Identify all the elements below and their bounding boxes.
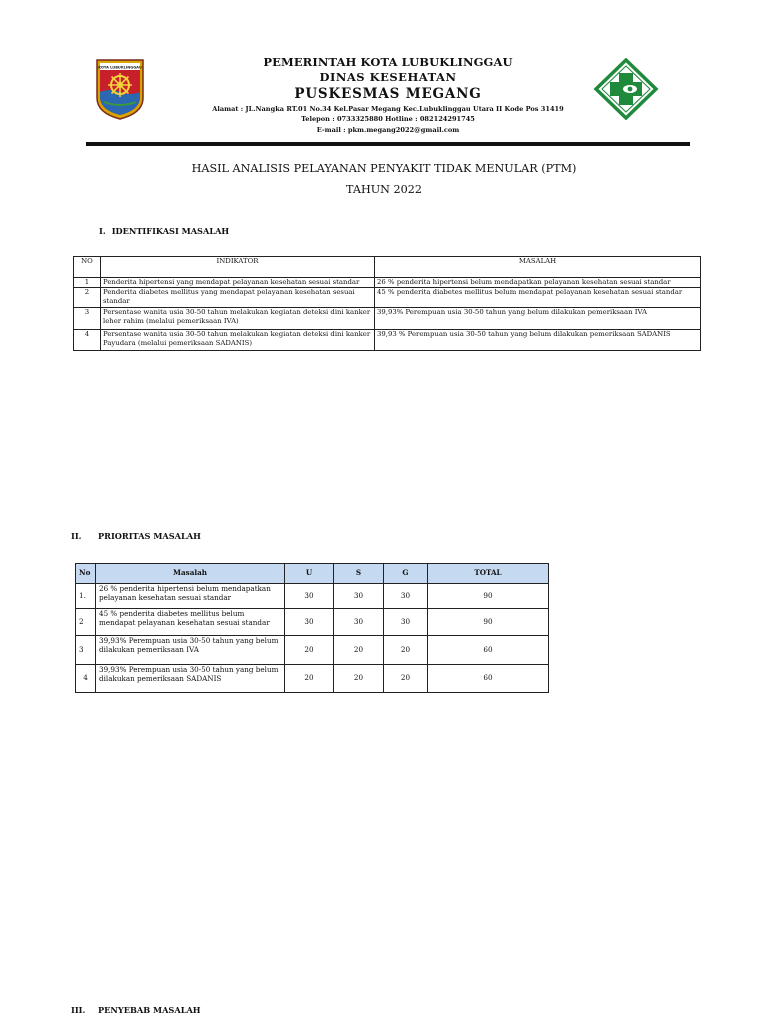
letterhead-department: DINAS KESEHATAN [319,70,457,84]
table-row [76,665,549,693]
column-header-masalah: MASALAH [375,257,701,278]
letterhead-email: E-mail : pkm.megang2022@gmail.com [316,126,460,134]
identification-table [73,256,701,351]
row-problem: 39,93% Perempuan usia 30-50 tahun yang belum dilakukan pemeriksaan IVA [375,308,701,330]
row-number: 1. [76,584,96,609]
table-row [76,609,549,636]
table-row [74,278,701,288]
score-total: 90 [428,584,549,609]
column-header-masalah: Masalah [96,564,285,584]
row-number: 2 [74,288,101,308]
row-problem: 45 % penderita diabetes mellitus belum mendapat pelayanan kesehatan sesuai standar [375,288,701,308]
letterhead-government: PEMERINTAH KOTA LUBUKLINGGAU [263,55,513,69]
score-s: 20 [334,636,384,665]
column-header-g: G [384,564,428,584]
score-total: 60 [428,665,549,693]
table-row [76,584,549,609]
column-header-s: S [334,564,384,584]
section-title: IDENTIFIKASI MASALAH [111,226,230,236]
score-u: 20 [285,665,334,693]
table-row [74,330,701,351]
section-number: II. [71,531,82,541]
score-g: 30 [384,584,428,609]
section-title: PRIORITAS MASALAH [98,531,201,541]
letterhead-address: Alamat : JL.Nangka RT.01 No.34 Kel.Pasar Megang Kec.Lubuklinggau Utara II Kode Pos 31419 [212,105,564,113]
row-number: 1 [74,278,101,288]
document-title: HASIL ANALISIS PELAYANAN PENYAKIT TIDAK MENULAR (PTM) [191,162,577,175]
section-heading-priority [71,531,201,541]
table-row [74,288,701,308]
row-problem: 39,93% Perempuan usia 30-50 tahun yang belum dilakukan pemeriksaan SADANIS [96,665,285,693]
row-indicator: Persentase wanita usia 30-50 tahun melakukan kegiatan deteksi dini kanker Payudara (melalui pemeriksaan SADANIS) [101,330,375,351]
row-indicator: Persentase wanita usia 30-50 tahun melakukan kegiatan deteksi dini kanker leher rahim (melalui pemeriksaan IVA) [101,308,375,330]
row-number: 3 [74,308,101,330]
row-problem: 26 % penderita hipertensi belum mendapatkan pelayanan kesehatan sesuai standar [375,278,701,288]
row-indicator: Penderita hipertensi yang mendapat pelayanan kesehatan sesuai standar [101,278,375,288]
puskesmas-logo [592,58,660,120]
score-u: 30 [285,584,334,609]
letterhead-phone: Telepon : 0733325880 Hotline : 082124291745 [301,115,475,123]
section-heading-causes [71,1005,201,1015]
letterhead-divider [86,142,690,146]
section-heading-identification [99,226,229,236]
score-total: 90 [428,609,549,636]
table-header-row [74,257,701,278]
row-number: 3 [76,636,96,665]
row-number: 4 [76,665,96,693]
svg-text:KOTA LUBUKLINGGAU: KOTA LUBUKLINGGAU [98,65,142,70]
table-row [74,308,701,330]
table-header-row [76,564,549,584]
row-problem: 45 % penderita diabetes mellitus belum mendapat pelayanan kesehatan sesuai standar [96,609,285,636]
letterhead-institution: PUSKESMAS MEGANG [294,86,482,102]
score-u: 30 [285,609,334,636]
table-row [76,636,549,665]
city-emblem-logo [94,58,146,120]
row-indicator: Penderita diabetes mellitus yang mendapat pelayanan kesehatan sesuai standar [101,288,375,308]
column-header-no: No [76,564,96,584]
section-title: PENYEBAB MASALAH [98,1005,201,1015]
column-header-total: TOTAL [428,564,549,584]
score-u: 20 [285,636,334,665]
column-header-indikator: INDIKATOR [101,257,375,278]
section-number: III. [71,1005,86,1015]
row-problem: 39,93% Perempuan usia 30-50 tahun yang belum dilakukan pemeriksaan IVA [96,636,285,665]
score-total: 60 [428,636,549,665]
column-header-no: NO [74,257,101,278]
row-problem: 26 % penderita hipertensi belum mendapatkan pelayanan kesehatan sesuai standar [96,584,285,609]
score-s: 30 [334,584,384,609]
priority-table [75,563,549,693]
column-header-u: U [285,564,334,584]
row-number: 2 [76,609,96,636]
score-g: 20 [384,665,428,693]
document-year: TAHUN 2022 [346,183,422,196]
score-s: 30 [334,609,384,636]
row-number: 4 [74,330,101,351]
score-g: 30 [384,609,428,636]
section-number: I. [99,226,106,236]
score-s: 20 [334,665,384,693]
score-g: 20 [384,636,428,665]
row-problem: 39,93 % Perempuan usia 30-50 tahun yang belum dilakukan pemeriksaan SADANIS [375,330,701,351]
